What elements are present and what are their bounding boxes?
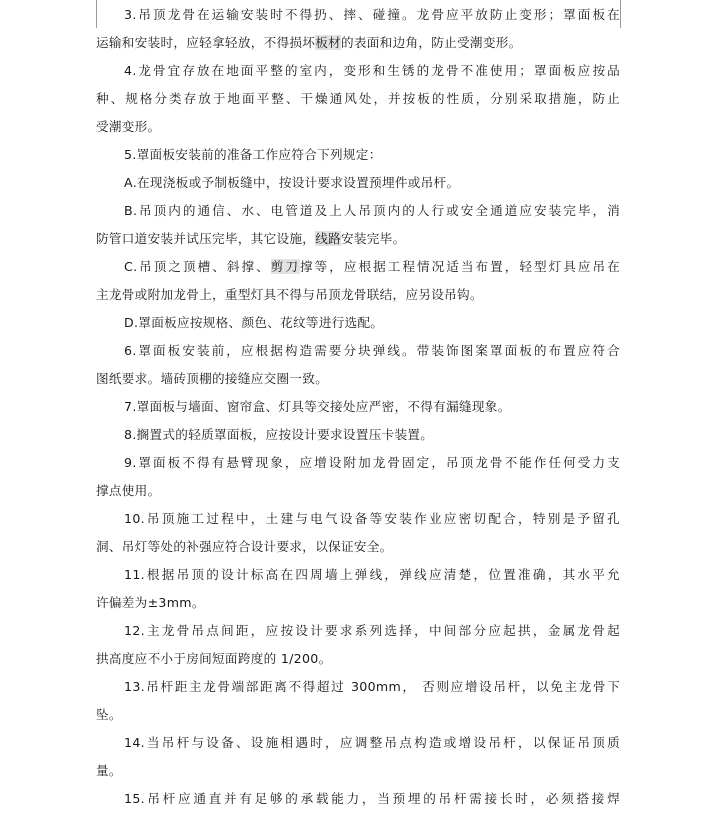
paragraph-line: 5.罩面板安装前的准备工作应符合下列规定： [124, 147, 382, 162]
margin-mark-right [620, 0, 621, 28]
paragraph-line: 运输和安装时，应轻拿轻放，不得损坏板材的表面和边角，防止受潮变形。 [96, 35, 522, 50]
paragraph-line: 7.罩面板与墙面、窗帘盒、灯具等交接处应严密，不得有漏缝现象。 [124, 399, 511, 414]
paragraph-line: 6.罩面板安装前，应根据构造需要分块弹线。带装饰图案罩面板的布置应符合 [124, 343, 620, 358]
paragraph-line: 11.根据吊顶的设计标高在四周墙上弹线，弹线应清楚，位置准确，其水平允 [124, 567, 620, 582]
paragraph-line: 4.龙骨宜存放在地面平整的室内，变形和生锈的龙骨不准使用；罩面板应按品 [124, 63, 620, 78]
paragraph-line: 15.吊杆应通直并有足够的承载能力，当预埋的吊杆需接长时，必须搭接焊 [124, 791, 620, 806]
paragraph-line: 9.罩面板不得有悬臂现象，应增设附加龙骨固定，吊顶龙骨不能作任何受力支 [124, 455, 620, 470]
paragraph-line: B.吊顶内的通信、水、电管道及上人吊顶内的人行或安全通道应安装完毕，消 [124, 203, 620, 218]
paragraph-line: 14.当吊杆与设备、设施相遇时，应调整吊点构造或增设吊杆，以保证吊顶质 [124, 735, 620, 750]
paragraph-line: 图纸要求。墙砖顶棚的接缝应交圈一致。 [96, 371, 329, 386]
paragraph-line: 受潮变形。 [96, 119, 161, 134]
paragraph-line: 8.搁置式的轻质罩面板，应按设计要求设置压卡装置。 [124, 427, 434, 442]
paragraph-line: 种、规格分类存放于地面平整、干燥通风处，并按板的性质，分别采取措施，防止 [96, 91, 620, 106]
paragraph-line: 许偏差为±3mm。 [96, 595, 205, 610]
paragraph-line: 撑点使用。 [96, 483, 161, 498]
paragraph-line: 10.吊顶施工过程中，土建与电气设备等安装作业应密切配合，特别是予留孔 [124, 511, 620, 526]
paragraph-line: 防管口道安装并试压完毕，其它设施，线路安装完毕。 [96, 231, 406, 246]
paragraph-line: 洞、吊灯等处的补强应符合设计要求，以保证安全。 [96, 539, 393, 554]
highlighted-word: 板材 [315, 35, 341, 50]
paragraph-line: D.罩面板应按规格、颜色、花纹等进行选配。 [124, 315, 384, 330]
paragraph-line: 3.吊顶龙骨在运输安装时不得扔、摔、碰撞。龙骨应平放防止变形；罩面板在 [124, 7, 620, 22]
paragraph-line: 拱高度应不小于房间短面跨度的 1/200。 [96, 651, 332, 666]
paragraph-line: 主龙骨或附加龙骨上，重型灯具不得与吊顶龙骨联结，应另设吊钩。 [96, 287, 483, 302]
paragraph-line: 坠。 [96, 707, 122, 722]
paragraph-line: 量。 [96, 763, 122, 778]
highlighted-word: 线路 [315, 231, 341, 246]
paragraph-line: A.在现浇板或予制板缝中，按设计要求设置预埋件或吊杆。 [124, 175, 460, 190]
paragraph-line: C.吊顶之顶槽、斜撑、剪刀撑等，应根据工程情况适当布置，轻型灯具应吊在 [124, 259, 620, 274]
highlighted-word: 剪刀 [270, 259, 300, 274]
paragraph-line: 13.吊杆距主龙骨端部距离不得超过 300mm， 否则应增设吊杆，以免主龙骨下 [124, 679, 620, 694]
paragraph-line: 12.主龙骨吊点间距，应按设计要求系列选择，中间部分应起拱，金属龙骨起 [124, 623, 620, 638]
